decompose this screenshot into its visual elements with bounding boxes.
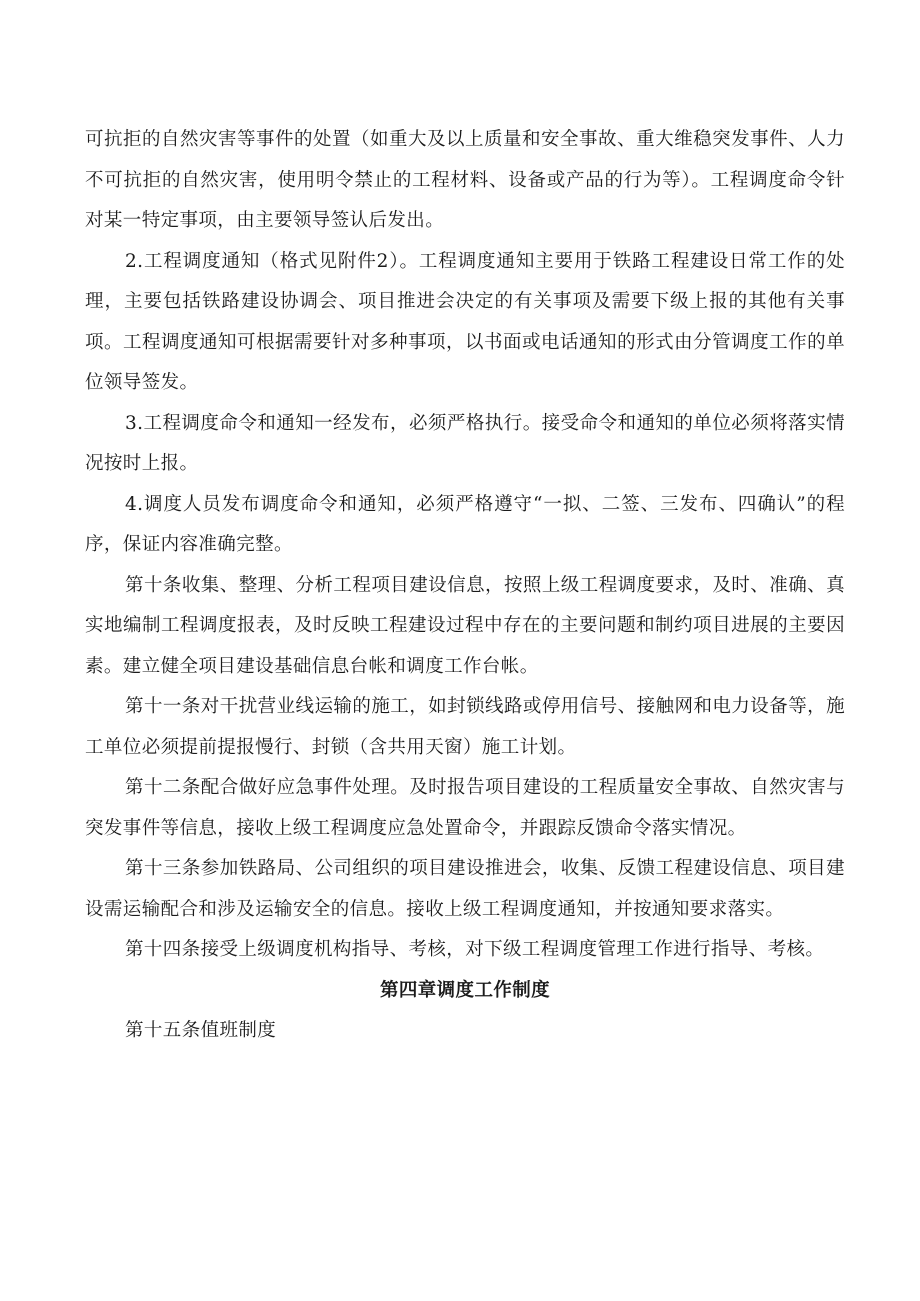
chapter-heading: 第四章调度工作制度 (379, 979, 551, 1001)
paragraph-item-3: 3.工程调度命令和通知一经发布，必须严格执行。接受命令和通知的单位必须将落实情况按时上报。 (85, 412, 845, 474)
paragraph-item-4: 4.调度人员发布调度命令和通知，必须严格遵守“一拟、二签、三发布、四确认”的程序，保证内容准确完整。 (85, 493, 845, 555)
paragraph-article-14: 第十四条接受上级调度机构指导、考核，对下级工程调度管理工作进行指导、考核。 (125, 939, 825, 960)
paragraph-article-10: 第十条收集、整理、分析工程项目建设信息，按照上级工程调度要求，及时、准确、真实地编制工程调度报表，及时反映工程建设过程中存在的主要问题和制约项目进展的主要因素。建立健全项目建设基础信息台帐和调度工作台帐。 (85, 574, 845, 677)
paragraph-item-2: 2.工程调度通知（格式见附件2）。工程调度通知主要用于铁路工程建设日常工作的处理，主要包括铁路建设协调会、项目推进会决定的有关事项及需要下级上报的其他有关事项。工程调度通知可根据需要针对多种事项，以书面或电话通知的形式由分管调度工作的单位领导签发。 (85, 250, 845, 393)
paragraph-article-15: 第十五条值班制度 (125, 1020, 277, 1041)
paragraph-article-13: 第十三条参加铁路局、公司组织的项目建设推进会，收集、反馈工程建设信息、项目建设需运输配合和涉及运输安全的信息。接收上级工程调度通知，并按通知要求落实。 (85, 858, 845, 920)
paragraph-article-11: 第十一条对干扰营业线运输的施工，如封锁线路或停用信号、接触网和电力设备等，施工单位必须提前提报慢行、封锁（含共用天窗）施工计划。 (85, 696, 845, 758)
paragraph-article-12: 第十二条配合做好应急事件处理。及时报告项目建设的工程质量安全事故、自然灾害与突发事件等信息，接收上级工程调度应急处置命令，并跟踪反馈命令落实情况。 (85, 777, 845, 839)
document-page (85, 120, 845, 1052)
paragraph-continuation: 可抗拒的自然灾害等事件的处置（如重大及以上质量和安全事故、重大维稳突发事件、人力不可抗拒的自然灾害，使用明令禁止的工程材料、设备或产品的行为等）。工程调度命令针对某一特定事项，由主要领导签认后发出。 (85, 129, 845, 231)
